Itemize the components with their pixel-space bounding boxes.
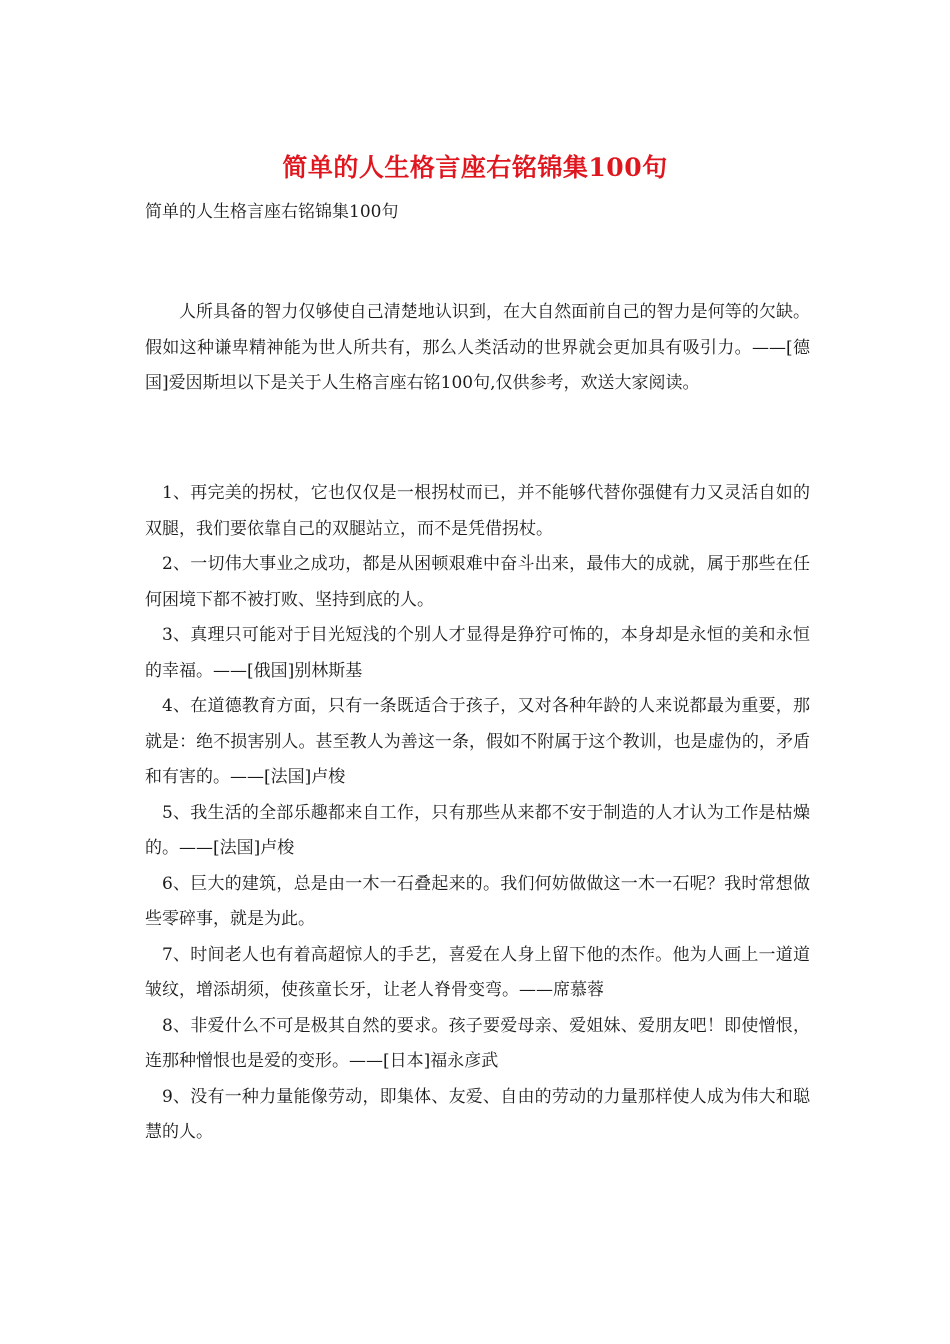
quote-item-1: 1、再完美的拐杖，它也仅仅是一根拐杖而已，并不能够代替你强健有力又灵活自如的双腿，我们要依靠自己的双腿站立，而不是凭借拐杖。: [145, 483, 810, 539]
quote-item-6: 6、巨大的建筑，总是由一木一石叠起来的。我们何妨做做这一木一石呢？我时常想做些零碎事，就是为此。: [145, 873, 810, 929]
quote-item-3: 3、真理只可能对于目光短浅的个别人才显得是狰狞可怖的，本身却是永恒的美和永恒的幸福。——[俄国]别林斯基: [145, 625, 810, 681]
quote-item-5: 5、我生活的全部乐趣都来自工作，只有那些从来都不安于制造的人才认为工作是枯燥的。——[法国]卢梭: [145, 802, 810, 858]
intro-paragraph: 人所具备的智力仅够使自己清楚地认识到，在大自然面前自己的智力是何等的欠缺。假如这种谦卑精神能为世人所共有，那么人类活动的世界就会更加具有吸引力。——[德国]爱因斯坦以下是关于人生格言座右铭100句,仅供参考，欢送大家阅读。: [145, 302, 810, 393]
quote-list: [145, 476, 810, 1151]
quote-item-9: 9、没有一种力量能像劳动，即集体、友爱、自由的劳动的力量那样使人成为伟大和聪慧的人。: [145, 1086, 810, 1142]
document-subtitle: 简单的人生格言座右铭锦集100句: [145, 202, 399, 222]
quote-item-2: 2、一切伟大事业之成功，都是从困顿艰难中奋斗出来，最伟大的成就，属于那些在任何困境下都不被打败、坚持到底的人。: [145, 554, 810, 610]
quote-item-8: 8、非爱什么不可是极其自然的要求。孩子要爱母亲、爱姐妹、爱朋友吧！即使憎恨，连那种憎恨也是爱的变形。——[日本]福永彦武: [145, 1015, 810, 1071]
quote-item-4: 4、在道德教育方面，只有一条既适合于孩子，又对各种年龄的人来说都最为重要，那就是：绝不损害别人。甚至教人为善这一条，假如不附属于这个教训，也是虚伪的，矛盾和有害的。——[法国]卢梭: [145, 696, 810, 787]
document-title: 简单的人生格言座右铭锦集100句: [282, 153, 668, 182]
quote-item-7: 7、时间老人也有着高超惊人的手艺，喜爱在人身上留下他的杰作。他为人画上一道道皱纹，增添胡须，使孩童长牙，让老人脊骨变弯。——席慕蓉: [145, 944, 810, 1000]
